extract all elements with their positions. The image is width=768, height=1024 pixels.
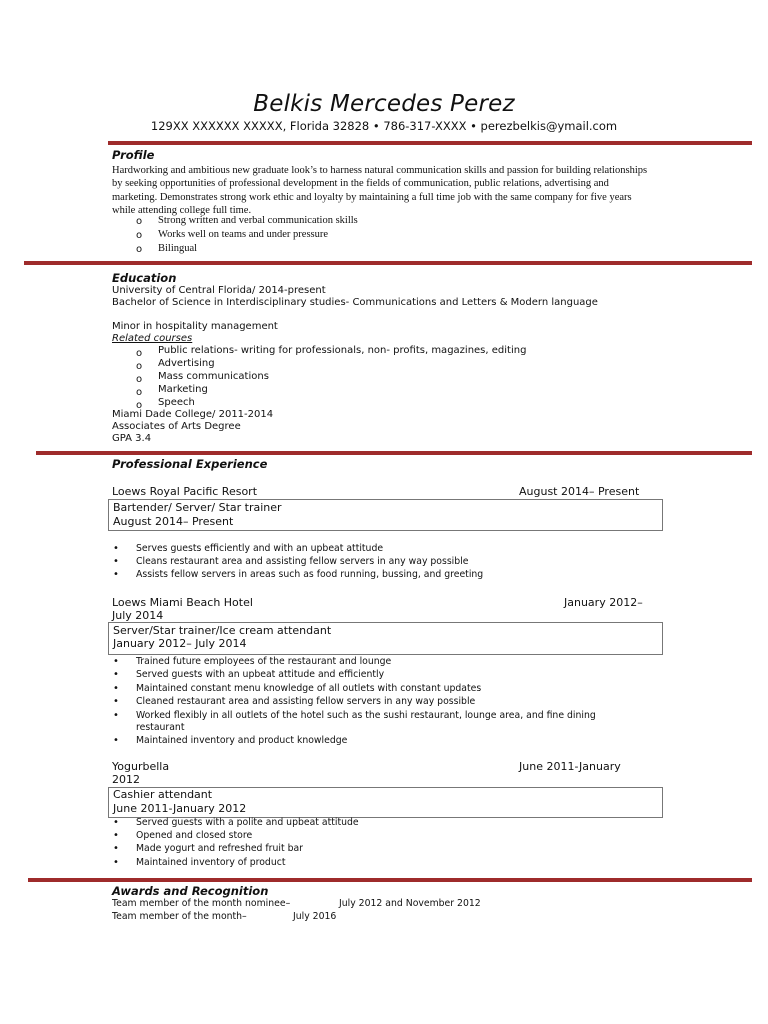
role-dates: June 2011-January 2012 <box>113 802 247 815</box>
duty-item: Maintained inventory and product knowledge <box>136 735 348 746</box>
duty-item: Cleans restaurant area and assisting fellow servers in any way possible <box>136 556 469 567</box>
role-title: Bartender/ Server/ Star trainer <box>113 501 282 514</box>
bullet-marker: • <box>113 830 119 841</box>
award-date: July 2012 and November 2012 <box>339 898 481 909</box>
award-label: Team member of the month– <box>112 911 247 922</box>
experience-heading: Professional Experience <box>112 457 268 471</box>
duty-item: Trained future employees of the restaurant and lounge <box>136 656 392 667</box>
section-divider <box>28 878 752 882</box>
bullet-marker: • <box>113 683 119 694</box>
bullet-marker: o <box>136 244 143 255</box>
duty-item-wrap: restaurant <box>136 722 185 733</box>
course-item: Marketing <box>158 384 208 395</box>
course-item: Public relations- writing for professionals, non- profits, magazines, editing <box>158 345 527 356</box>
bullet-marker: • <box>113 656 119 667</box>
duty-item: Cleaned restaurant area and assisting fellow servers in any way possible <box>136 696 476 707</box>
employer-name: Loews Miami Beach Hotel <box>112 596 253 609</box>
education-line: Miami Dade College/ 2011-2014 <box>112 409 274 420</box>
section-divider <box>108 141 752 145</box>
bullet-marker: • <box>113 543 119 554</box>
bullet-marker: o <box>136 361 143 372</box>
employer-name: Loews Royal Pacific Resort <box>112 485 258 498</box>
course-item: Speech <box>158 397 195 408</box>
duty-item: Served guests with a polite and upbeat attitude <box>136 817 359 828</box>
award-date: July 2016 <box>293 911 337 922</box>
resume-name: Belkis Mercedes Perez <box>253 91 515 117</box>
contact-line: 129XX XXXXXX XXXXX, Florida 32828 • 786-317-XXXX • perezbelkis@ymail.com <box>150 119 618 133</box>
education-line: GPA 3.4 <box>112 433 152 444</box>
bullet-marker: o <box>136 348 143 359</box>
list-item: Bilingual <box>158 243 198 254</box>
role-dates: August 2014– Present <box>113 515 234 528</box>
duty-item: Worked flexibly in all outlets of the hotel such as the sushi restaurant, lounge area, and fine dining <box>136 710 596 721</box>
duty-item: Assists fellow servers in areas such as food running, bussing, and greeting <box>136 569 484 580</box>
bullet-marker: o <box>136 387 143 398</box>
bullet-marker: • <box>113 857 119 868</box>
awards-heading: Awards and Recognition <box>112 884 269 898</box>
award-label: Team member of the month nominee– <box>112 898 291 909</box>
bullet-marker: o <box>136 230 143 241</box>
list-item: Strong written and verbal communication skills <box>158 215 358 226</box>
bullet-marker: o <box>136 374 143 385</box>
list-item: Works well on teams and under pressure <box>158 229 329 240</box>
role-title: Server/Star trainer/Ice cream attendant <box>113 624 332 637</box>
education-line: University of Central Florida/ 2014-present <box>112 285 326 296</box>
bullet-marker: • <box>113 669 119 680</box>
bullet-marker: • <box>113 696 119 707</box>
duty-item: Maintained constant menu knowledge of all outlets with constant updates <box>136 683 482 694</box>
education-line: Minor in hospitality management <box>112 321 278 332</box>
employment-dates-wrap: July 2014 <box>112 609 164 622</box>
bullet-marker: • <box>113 569 119 580</box>
education-line: Bachelor of Science in Interdisciplinary studies- Communications and Letters & Modern language <box>112 297 598 308</box>
bullet-marker: o <box>136 216 143 227</box>
role-title: Cashier attendant <box>113 788 213 801</box>
course-item: Mass communications <box>158 371 269 382</box>
employer-name: Yogurbella <box>112 760 170 773</box>
duty-item: Serves guests efficiently and with an upbeat attitude <box>136 543 384 554</box>
education-line: Associates of Arts Degree <box>112 421 241 432</box>
section-divider <box>36 451 752 455</box>
profile-heading: Profile <box>112 148 155 162</box>
employment-dates-wrap: 2012 <box>112 773 140 786</box>
education-heading: Education <box>112 271 177 285</box>
section-divider <box>24 261 752 265</box>
duty-item: Served guests with an upbeat attitude and efficiently <box>136 669 385 680</box>
duty-item: Maintained inventory of product <box>136 857 286 868</box>
related-courses-label: Related courses <box>112 333 193 344</box>
bullet-marker: • <box>113 556 119 567</box>
bullet-marker: • <box>113 843 119 854</box>
bullet-marker: o <box>136 400 143 411</box>
employment-dates: August 2014– Present <box>519 485 640 498</box>
profile-paragraph: Hardworking and ambitious new graduate look’s to harness natural communication skills and passion for building relationships by seeking opportunities of professional development in the fields of communication, public relations, advertising and marketing. Demonstrates strong work ethic and loyalty by maintaining a full time job with the same company for five years while attending college full time. <box>112 165 648 217</box>
employment-dates: January 2012– <box>564 596 643 609</box>
bullet-marker: • <box>113 735 119 746</box>
course-item: Advertising <box>158 358 215 369</box>
employment-dates: June 2011-January <box>519 760 621 773</box>
duty-item: Made yogurt and refreshed fruit bar <box>136 843 303 854</box>
bullet-marker: • <box>113 710 119 721</box>
bullet-marker: • <box>113 817 119 828</box>
duty-item: Opened and closed store <box>136 830 253 841</box>
role-dates: January 2012– July 2014 <box>113 637 247 650</box>
